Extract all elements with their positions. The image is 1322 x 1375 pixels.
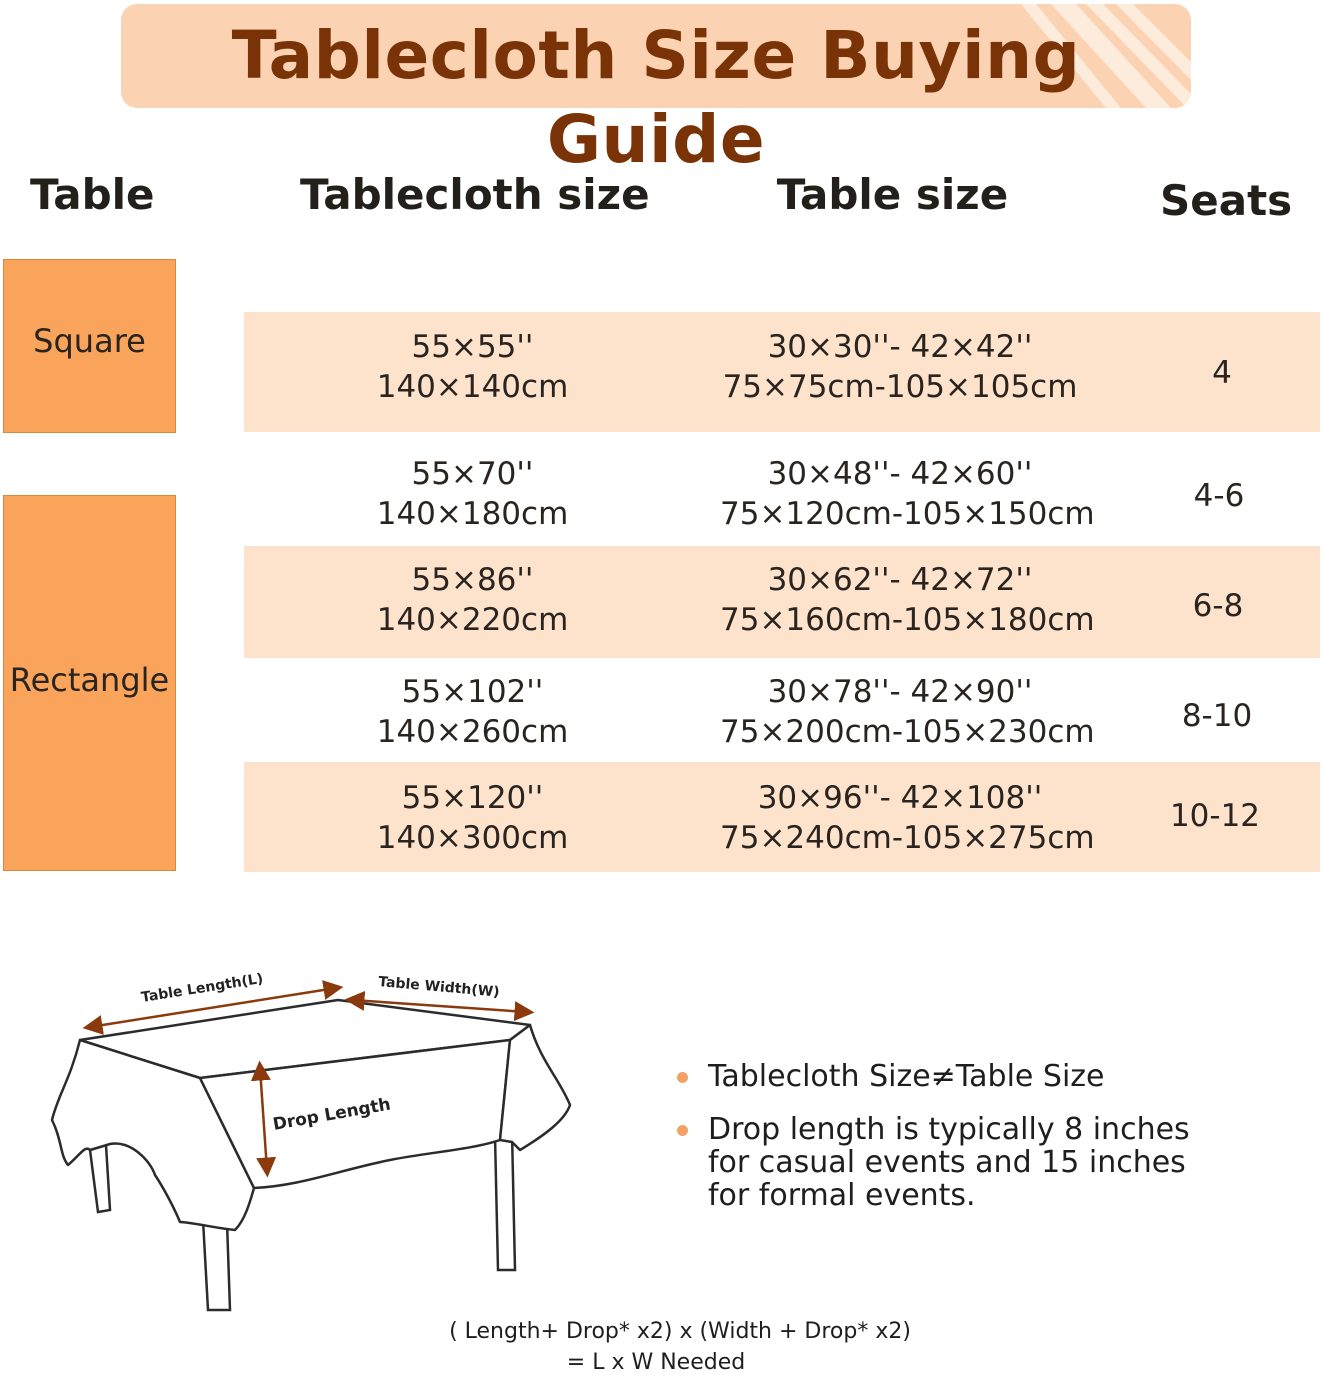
width-label: Table Width(W) xyxy=(377,974,501,1001)
table-size-cell xyxy=(720,454,1095,534)
seats-value: 4 xyxy=(1212,355,1232,391)
drop-length-label: Drop Length xyxy=(271,1094,393,1135)
column-header-table: Table xyxy=(30,170,155,219)
seats-value: 8-10 xyxy=(1181,698,1253,734)
tablecloth-size-cell xyxy=(300,778,645,858)
column-header-tablecloth-size: Tablecloth size xyxy=(300,170,650,219)
tablecloth-size-inches: 55×55'' xyxy=(411,329,534,365)
category-rectangle xyxy=(3,495,176,871)
tablecloth-size-cm: 140×180cm xyxy=(376,496,569,532)
tablecloth-measurement-diagram xyxy=(40,960,600,1320)
note-text: Drop length is typically 8 inches for casual events and 15 inches for formal events. xyxy=(708,1112,1190,1213)
bullet-icon xyxy=(677,1125,688,1136)
table-size-inches: 30×48''- 42×60'' xyxy=(767,456,1033,492)
table-size-cell xyxy=(720,560,1095,640)
title-banner xyxy=(121,4,1191,178)
table-size-cm: 75×240cm-105×275cm xyxy=(720,820,1095,856)
seats-value: 6-8 xyxy=(1192,588,1244,624)
table-size-inches: 30×62''- 42×72'' xyxy=(767,562,1033,598)
table-size-inches: 30×96''- 42×108'' xyxy=(757,780,1043,816)
table-size-cell xyxy=(720,778,1095,858)
tablecloth-size-cell xyxy=(300,454,645,534)
column-header-seats: Seats xyxy=(1160,176,1293,225)
tablecloth-size-cm: 140×140cm xyxy=(376,369,569,405)
table-size-cell xyxy=(720,672,1095,752)
table-size-inches: 30×78''- 42×90'' xyxy=(767,674,1033,710)
note-item xyxy=(672,1113,1232,1212)
tablecloth-size-cm: 140×220cm xyxy=(376,602,569,638)
tablecloth-size-inches: 55×70'' xyxy=(411,456,534,492)
column-header-table-size: Table size xyxy=(776,170,1009,219)
formula-line-1: ( Length+ Drop* x2) x (Width + Drop* x2) xyxy=(449,1319,911,1344)
category-rectangle-label: Rectangle xyxy=(9,661,170,699)
notes-list xyxy=(672,1060,1232,1226)
table-size-cell xyxy=(720,327,1080,407)
tablecloth-size-inches: 55×86'' xyxy=(411,562,534,598)
category-square xyxy=(3,259,176,433)
tablecloth-size-cm: 140×260cm xyxy=(376,714,569,750)
table-size-cm: 75×200cm-105×230cm xyxy=(720,714,1095,750)
length-label: Table Length(L) xyxy=(140,970,265,1006)
tablecloth-size-cell xyxy=(300,672,645,752)
seats-value: 10-12 xyxy=(1169,798,1261,834)
tablecloth-size-inches: 55×102'' xyxy=(401,674,544,710)
tablecloth-size-cm: 140×300cm xyxy=(376,820,569,856)
bullet-icon xyxy=(677,1072,688,1083)
tablecloth-size-inches: 55×120'' xyxy=(401,780,544,816)
note-text: Tablecloth Size≠Table Size xyxy=(708,1059,1105,1094)
table-size-inches: 30×30''- 42×42'' xyxy=(767,329,1033,365)
seats-value: 4-6 xyxy=(1193,478,1245,514)
tablecloth-size-cell xyxy=(300,327,645,407)
table-size-cm: 75×120cm-105×150cm xyxy=(720,496,1095,532)
table-size-cm: 75×75cm-105×105cm xyxy=(722,369,1078,405)
note-item xyxy=(672,1060,1232,1093)
table-size-cm: 75×160cm-105×180cm xyxy=(720,602,1095,638)
page-title: Tablecloth Size Buying Guide xyxy=(231,17,1081,178)
tablecloth-size-cell xyxy=(300,560,645,640)
formula-line-2: = L x W Needed xyxy=(566,1350,746,1375)
category-square-label: Square xyxy=(33,322,146,360)
